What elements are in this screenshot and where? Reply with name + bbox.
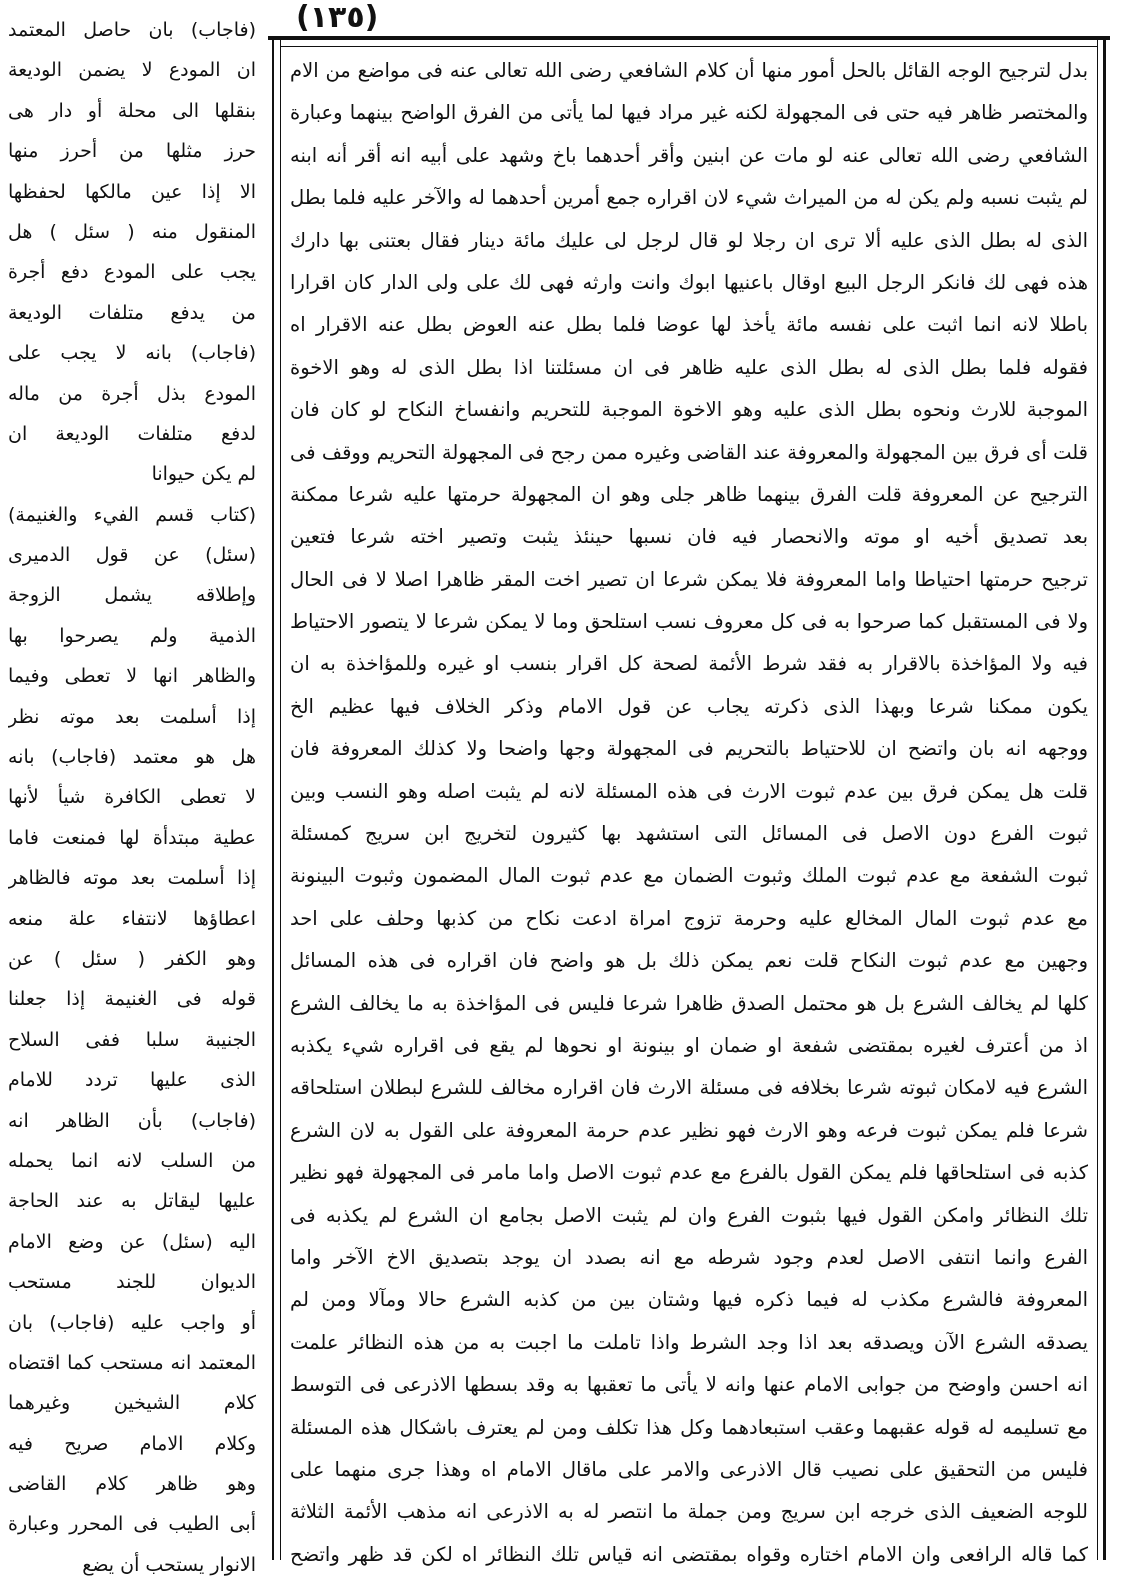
margin-text-line: المنقول منه ( سئل ) هل — [8, 220, 256, 243]
main-text-line: قلت أى فرق بين المجهولة والمعروفة عند القاضى وغيره ممن رجح فى المجهولة التحريم ووقف فى — [290, 440, 1088, 464]
main-text-line: هذه فهى لك فانكر الرجل البيع اوقال باعنيها ابوك وانت وارثه فهى لك على ولى الدار كان اقرارا — [290, 270, 1088, 294]
main-text-line: كلها لم يخالف الشرع بل هو محتمل الصدق ظاهرا شرعا فليس فى المؤاخذة به ما يخالف الشرع — [290, 991, 1088, 1015]
frame-border-right-inner — [1097, 40, 1098, 1560]
margin-text-line: لا تعطى الكافرة شيأ لأنها — [8, 786, 256, 809]
main-text-line: والمختصر ظاهر فيه حتى فى المجهولة لكنه غير مراد فيها لما يأتى من الفرق الواضح بينهما وعبارة — [290, 101, 1088, 125]
margin-text-line: الا إذا عين مالكها لحفظها — [8, 180, 256, 203]
main-text-line: فيه ولا المؤاخذة بالاقرار به فقد شرط الأئمة لصحة كل اقرار بنسب او غيره وللمؤاخذة به ان — [290, 652, 1088, 676]
main-text-line: كذبه فى استلحاقها فلم يمكن القول بالفرع مع عدم ثبوت الاصل واما مامر فى المجهولة فهو نظير — [290, 1161, 1088, 1185]
frame-border-right-outer — [1103, 40, 1106, 1560]
margin-text-line: وإطلاقه يشمل الزوجة — [8, 584, 256, 607]
main-text-line: كما قاله الرافعى وان الامام اختاره وقواه بمقتضى انه قياس تلك النظائر اه لكن قد ظهر واتضح — [290, 1542, 1088, 1566]
margin-text-line: حرز مثلها من أحرز منها — [8, 140, 256, 163]
margin-text-line: (فاجاب) بأن الظاهر انه — [8, 1109, 256, 1132]
main-text-line: للوجه الضعيف الذى خرجه ابن سريج ومن جملة ما انتصر له به الاذرعى انه مذهب الأئمة الثلاثة — [290, 1500, 1088, 1524]
main-text-line: باطلا لانه انما اثبت على نفسه مائة يأخذ لها عوضا فلما بطل عنه العوض بطل عنه الاقرار اه — [290, 313, 1088, 337]
margin-text-line: أبى الطيب فى المحرر وعبارة — [8, 1513, 256, 1536]
margin-text-line: (فاجاب) بان حاصل المعتمد — [8, 19, 256, 41]
main-text-line: يكون ممكنا شرعا وبهذا الذى ذكرته يجاب عن قول الامام وذكر الخلاف فيها عظيم الخ — [290, 694, 1088, 718]
margin-text-line: هل هو معتمد (فاجاب) بانه — [8, 746, 256, 769]
main-text-line: المعروفة فالشرع مكذب له فيما ذكره فيها وشتان بين من كذبه الشرع حالا ومآلا ومن لم — [290, 1288, 1088, 1312]
main-text-line: ثبوت الشفعة مع عدم ثبوت الملك وثبوت الضمان مع عدم ثبوت المال المضمون وثبوت البينونة — [290, 864, 1088, 888]
main-text-line: الذى له بطل الذى عليه ألا ترى ان رجلا لو قال لرجل لى عليك مائة دينار فقال بعتنى بها دارك — [290, 228, 1088, 252]
main-text-line: ولا فى المستقبل كما صرحوا به فى كل معروف نسب استلحق وما لا يمكن شرعا لا يتصور الاحتياط — [290, 610, 1088, 634]
margin-text-line: بنقلها الى محلة أو دار هى — [8, 99, 256, 122]
main-text-line: انه احسن واوضح من جوابى الامام عنها وانه لا يأتى ما تعقبها به وقد بسطها الاذرعى فى التوسط — [290, 1373, 1088, 1397]
margin-text-line: أو واجب عليه (فاجاب) بان — [8, 1311, 256, 1334]
margin-text-line: كلام الشيخين وغيرهما — [8, 1392, 256, 1415]
main-text-line: ووجهه انه بان واتضح ان للاحتياط بالتحريم فى المجهولة وجها واضحا ولا كذلك المعروفة فان — [290, 737, 1088, 761]
main-text-line: مع عدم ثبوت المال المخالع عليه وحرمة تزوج امراة ادعت نكاح من كذبها وحلف على احد — [290, 906, 1088, 930]
main-text-line: وجهين مع عدم ثبوت النكاح قلت نعم يمكن ذلك بل هو واضح فان اقراره فى هذه المسائل — [290, 949, 1088, 973]
margin-text-line: الجنيبة سلبا ففى السلاح — [8, 1028, 256, 1051]
margin-text-line: إذا أسلمت بعد موته نظر — [8, 705, 256, 728]
margin-text-line: (سئل) عن قول الدميرى — [8, 544, 256, 567]
main-text-line: مع تسليمه له قوله عقبهما وعقب استبعادهما وكل هذا تكلف ومن لم يعترف باشكال هذه المسئلة — [290, 1415, 1088, 1439]
margin-text-line: اليه (سئل) عن وضع الامام — [8, 1230, 256, 1253]
margin-text-line: عطية مبتدأة لها فمنعت فاما — [8, 826, 256, 849]
margin-text-line: من السلب لانه انما يحمله — [8, 1149, 256, 1172]
margin-text-line: وهو ظاهر كلام القاضى — [8, 1473, 256, 1496]
margin-text-line: (فاجاب) بانه لا يجب على — [8, 342, 256, 365]
margin-text-line: الانوار يستحب أن يضع — [82, 1553, 256, 1576]
main-text-line: تلك النظائر وامكن القول فيها بثبوت الفرع وان لم يثبت الاصل بجامع ان الشرع لم يكذبه فى — [290, 1203, 1088, 1227]
main-text-line: الموجبة للارث ونحوه بطل الذى عليه وهو الاخوة الموجبة للتحريم وانفساخ النكاح لو كان فان — [290, 398, 1088, 422]
frame-border-left-inner — [280, 40, 281, 1560]
margin-text-line: وهو الكفر ( سئل ) عن — [8, 947, 256, 970]
main-text-line: الشافعي رضى الله تعالى عنه لو مات عن ابنين وأقر أحدهما باخ وشهد على أبيه انه أقر أنه ابنه — [290, 143, 1088, 167]
margin-text-line: المعتمد انه مستحب كما اقتضاه — [8, 1351, 256, 1374]
margin-text-line: والظاهر انها لا تعطى وفيما — [8, 665, 256, 688]
margin-text-line: الذى عليها تردد للامام — [8, 1069, 256, 1092]
margin-text-line: لدفع متلفات الوديعة ان — [8, 422, 256, 445]
margin-text-line: وكلام الامام صريح فيه — [8, 1432, 256, 1455]
margin-text-line: إذا أسلمت بعد موته فالظاهر — [8, 867, 256, 890]
margin-text-line: الذمية ولم يصرحوا بها — [8, 624, 256, 647]
main-text-line: بعد تصديق أخيه او موته والانحصار فيه فان نسبها حينئذ يثبت وتصير اخته شرعا فتعين — [290, 525, 1088, 549]
margin-text-line: ان المودع لا يضمن الوديعة — [8, 59, 256, 82]
main-text-line: بدل لترجيح الوجه القائل بالحل أمور منها أن كلام الشافعي رضى الله تعالى عنه فى مواضع من الام — [290, 59, 1088, 82]
margin-column — [8, 10, 256, 1585]
margin-text-line: الديوان للجند مستحب — [8, 1271, 256, 1294]
main-text-line: يصدقه الشرع الآن ويصدقه بعد اذا وجد الشرط واذا تاملت ما اجبت به من هذه النظائر علمت — [290, 1330, 1088, 1354]
margin-text-line: قوله فى الغنيمة إذا جعلنا — [8, 988, 256, 1011]
main-text-line: فليس من التحقيق على نصيب قال الاذرعى والامر على ماقال الامام اه وهذا جرى منهما على — [290, 1457, 1088, 1481]
frame-border-left-outer — [272, 40, 274, 1560]
main-text-line: الترجيح عن المعروفة قلت الفرق بينهما ظاهر جلى وهو ان المجهولة حرمتها عليه شرعا ممكنة — [290, 482, 1088, 506]
main-text-line: الشرع فيه لامكان ثبوته شرعا بخلافه فى مسئلة الارث فان اقراره مخالف للشرع لبطلان استلحاقه — [290, 1076, 1088, 1100]
margin-text-line: (كتاب قسم الفيء والغنيمة) — [8, 503, 256, 526]
main-text-body — [290, 50, 1088, 1576]
margin-text-line: المودع بذل أجرة من ماله — [8, 382, 256, 405]
main-text-line: قلت هل يمكن فرق بين عدم ثبوت الارث فى هذه المسئلة لانه لم يثبت اصله وهو النسب وبين — [290, 779, 1088, 803]
main-text-frame — [268, 36, 1110, 1566]
main-text-line: الفرع وانما انتفى الاصل لعدم وجود شرطه مع انه بصدد ان يوجد بتصديق الاخ الآخر واما — [290, 1245, 1088, 1269]
margin-text-line: من يدفع متلفات الوديعة — [8, 301, 256, 324]
main-text-line: فقوله فلما بطل الذى له بطل الذى عليه ظاهر فى ان مسئلتنا اذا بطل الذى له وهو الاخوة — [290, 355, 1088, 379]
main-text-line: شرعا فلم يمكن ثبوت فرعه وهو الارث فهو نظير عدم حرمة المعروفة على القول به لان الشرع — [290, 1118, 1088, 1142]
margin-text-line: لم يكن حيوانا — [151, 463, 256, 486]
main-text-line: لم يثبت نسبه ولم يكن له من الميراث شيء لان اقراره جمع أمرين أحدهما له والآخر عليه فلما بطل — [290, 186, 1088, 210]
margin-text-line: اعطاؤها لانتفاء علة منعه — [8, 907, 256, 930]
main-text-line: ترجيح حرمتها احتياطا واما المعروفة فلا يمكن شرعا ان تصير اخت المقر ظاهرا اصلا لا فى الحال — [290, 567, 1088, 591]
main-text-line: ثبوت الفرع دون الاصل فى المسائل التى استشهد بها كثيرون لتخريج ابن سريج كمسئلة — [290, 822, 1088, 846]
page-number: (١٣٥) — [296, 0, 379, 35]
frame-border-top-inner — [280, 46, 1098, 47]
main-text-line: اذ من أعترف لغيره بمقتضى شفعة او ضمان او بينونة او نحوها لم يقع فى اقراره شيء يكذبه — [290, 1033, 1088, 1057]
margin-text-line: يجب على المودع دفع أجرة — [8, 261, 256, 284]
margin-text-line: عليها ليقاتل به عند الحاجة — [8, 1190, 256, 1213]
